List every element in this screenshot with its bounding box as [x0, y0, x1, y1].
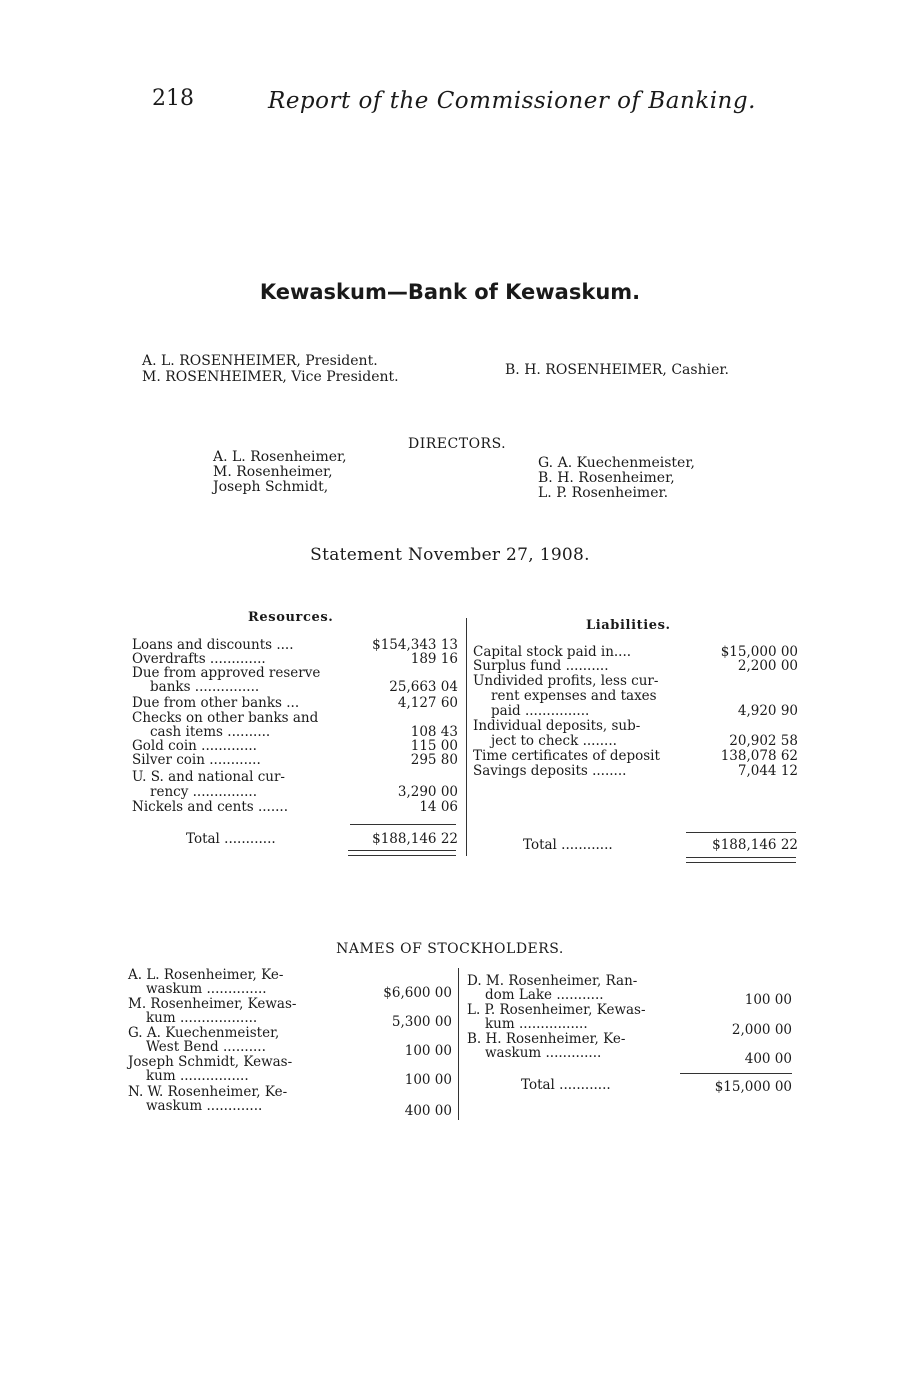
director-name: Joseph Schmidt, — [213, 479, 329, 495]
directors-left-list — [213, 450, 347, 495]
officer-vice-president: M. ROSENHEIMER, Vice President. — [142, 369, 399, 385]
officers-left — [142, 353, 399, 385]
director-name: L. P. Rosenheimer. — [538, 485, 669, 501]
officer-president: A. L. ROSENHEIMER, President. — [142, 353, 378, 369]
double-rule — [686, 857, 796, 863]
directors-heading: DIRECTORS. — [408, 436, 507, 452]
total-rule — [686, 832, 796, 833]
stockholders-heading: NAMES OF STOCKHOLDERS. — [336, 941, 564, 957]
director-name: B. H. Rosenheimer, — [538, 470, 675, 486]
officer-cashier: B. H. ROSENHEIMER, Cashier. — [505, 362, 729, 378]
bank-title: Kewaskum—Bank of Kewaskum. — [259, 280, 641, 304]
total-rule — [680, 1073, 792, 1074]
director-name: M. Rosenheimer, — [213, 464, 333, 480]
double-rule — [348, 850, 456, 856]
statement-title: Statement November 27, 1908. — [310, 545, 590, 565]
total-rule — [350, 824, 456, 825]
resources-heading: Resources. — [248, 610, 334, 625]
directors-right-list — [538, 456, 695, 501]
column-divider — [458, 968, 459, 1120]
director-name: A. L. Rosenheimer, — [213, 449, 347, 465]
column-divider — [466, 618, 467, 856]
running-title: Report of the Commissioner of Banking. — [268, 88, 756, 114]
liabilities-heading: Liabilities. — [586, 618, 671, 633]
page-number: 218 — [152, 86, 194, 111]
director-name: G. A. Kuechenmeister, — [538, 455, 695, 471]
